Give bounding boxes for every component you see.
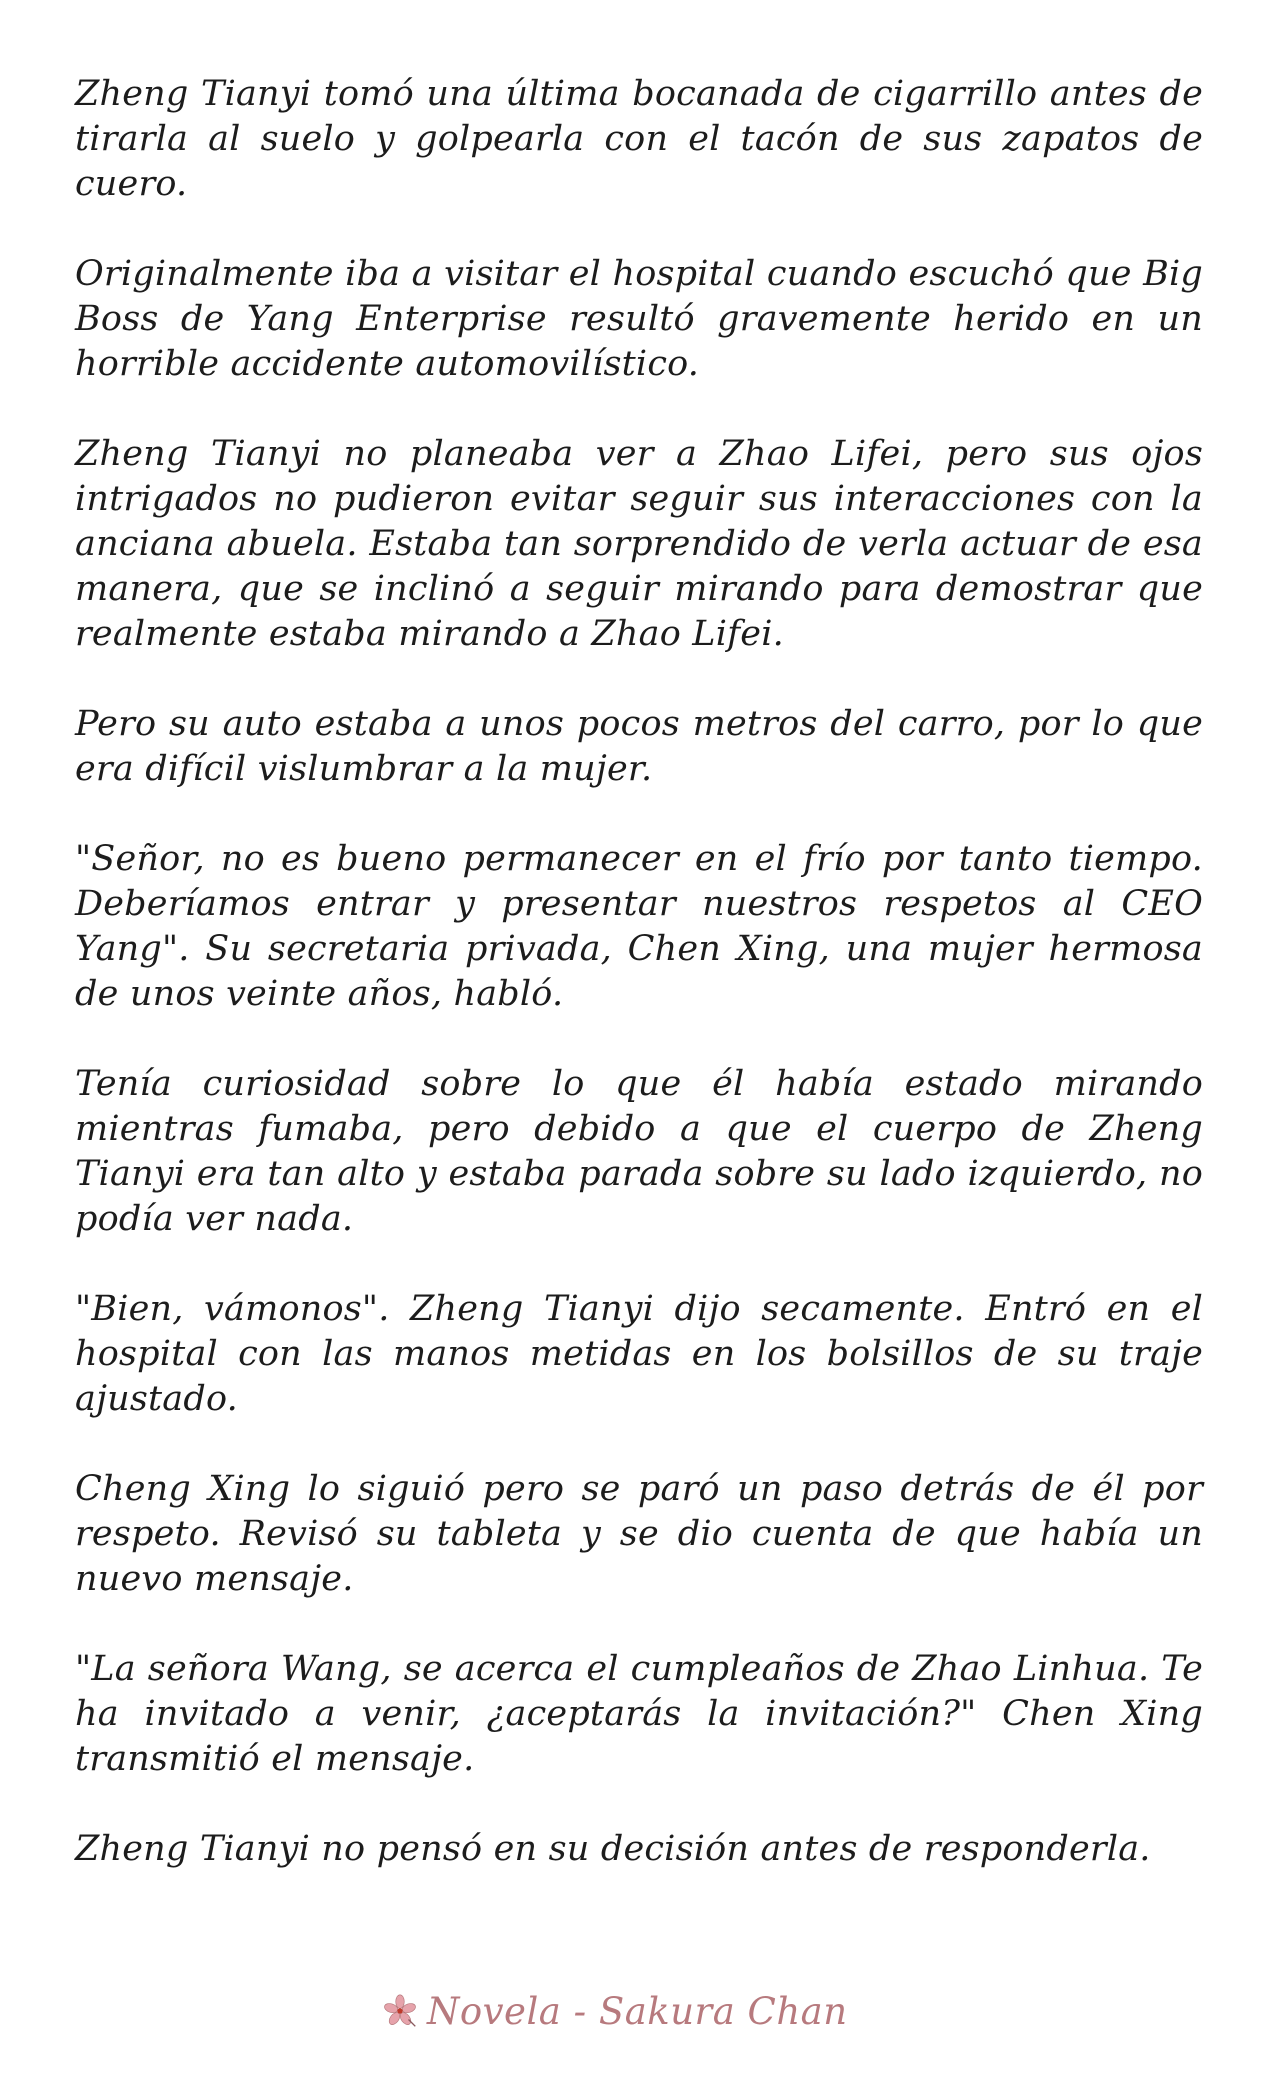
paragraph-2: Originalmente iba a visitar el hospital cuando escuchó que Big Boss de Yang Enterprise resultó gravemente herido en un horrible accidente automovilístico. — [75, 254, 1203, 384]
paragraph-4: Pero su auto estaba a unos pocos metros del carro, por lo que era difícil vislumbrar a la mujer. — [75, 704, 1203, 789]
sakura-flower-icon — [383, 1994, 417, 2028]
paragraph-5: "Señor, no es bueno permanecer en el frío por tanto tiempo. Deberíamos entrar y presentar nuestros respetos al CEO Yang". Su secretaria privada, Chen Xing, una mujer hermosa de unos veinte años, habló. — [75, 839, 1203, 1014]
paragraph-6: Tenía curiosidad sobre lo que él había estado mirando mientras fumaba, pero debido a que el cuerpo de Zheng Tianyi era tan alto y estaba parada sobre su lado izquierdo, no podía ver nada. — [75, 1064, 1203, 1239]
paragraph-3: Zheng Tianyi no planeaba ver a Zhao Lifei, pero sus ojos intrigados no pudieron evitar seguir sus interacciones con la anciana abuela. Estaba tan sorprendido de verla actuar de esa manera, que se inclinó a seguir mirando para demostrar que realmente estaba mirando a Zhao Lifei. — [75, 434, 1203, 654]
story-text — [75, 72, 1203, 1872]
paragraph-7: "Bien, vámonos". Zheng Tianyi dijo secamente. Entró en el hospital con las manos metidas en los bolsillos de su traje ajustado. — [75, 1289, 1203, 1419]
paragraph-8: Cheng Xing lo siguió pero se paró un paso detrás de él por respeto. Revisó su tableta y se dio cuenta de que había un nuevo mensaje. — [75, 1469, 1203, 1599]
paragraph-10: Zheng Tianyi no pensó en su decisión antes de responderla. — [75, 1829, 1151, 1869]
watermark-text: Novela - Sakura Chan — [427, 1989, 848, 2033]
paragraph-1: Zheng Tianyi tomó una última bocanada de cigarrillo antes de tirarla al suelo y golpearla con el tacón de sus zapatos de cuero. — [75, 74, 1203, 204]
watermark — [383, 1986, 848, 2036]
paragraph-9: "La señora Wang, se acerca el cumpleaños de Zhao Linhua. Te ha invitado a venir, ¿aceptarás la invitación?" Chen Xing transmitió el mensaje. — [75, 1649, 1203, 1779]
